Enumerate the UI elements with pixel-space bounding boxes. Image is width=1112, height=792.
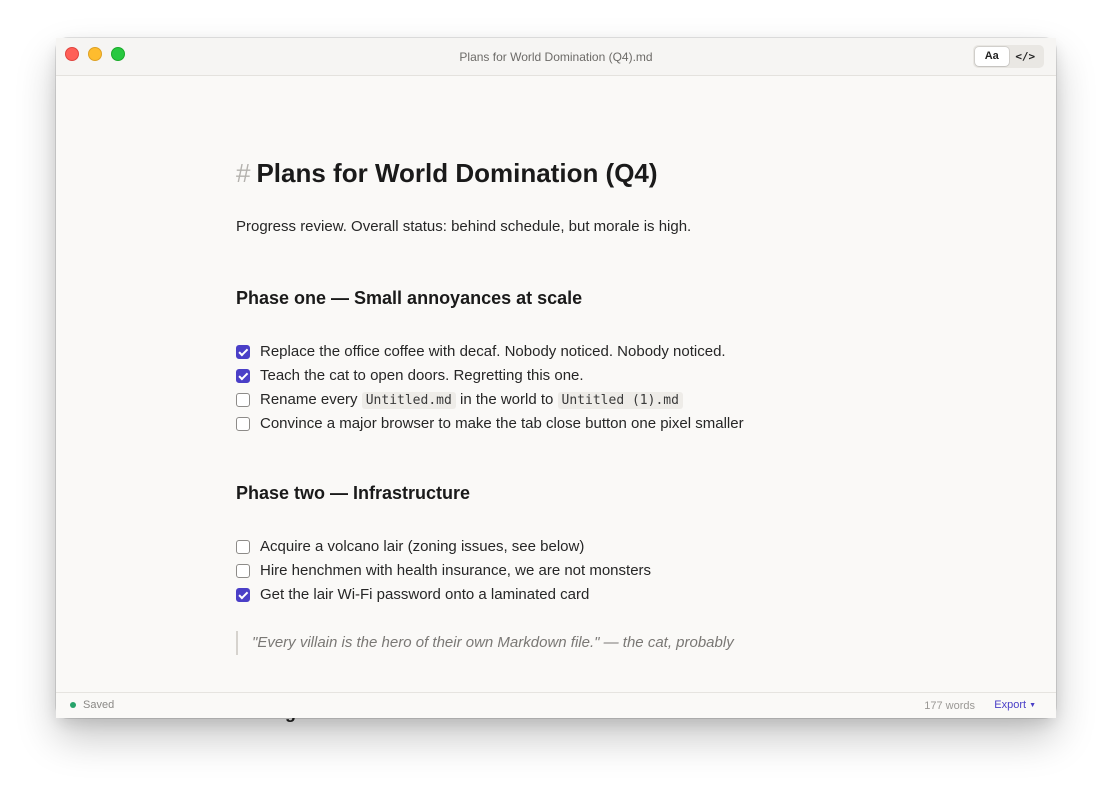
source-view-button[interactable]: </> — [1015, 50, 1036, 63]
phase-two-heading: Phase two — Infrastructure — [236, 483, 471, 503]
save-status — [70, 699, 114, 711]
task-text-segment: Get the lair Wi-Fi password onto a laminated card — [260, 585, 590, 603]
caret-down-icon: ▼ — [1029, 702, 1036, 709]
task-item — [236, 340, 726, 362]
task-text-segment: Acquire a volcano lair (zoning issues, see below) — [260, 537, 585, 555]
task-text — [260, 391, 683, 408]
document-title — [236, 158, 658, 188]
document-body[interactable] — [236, 76, 856, 692]
inline-code: Untitled.md — [362, 392, 456, 409]
formatted-view-button[interactable]: Aa — [975, 47, 1009, 66]
export-menu-button[interactable] — [994, 699, 1036, 711]
checked-checkbox[interactable] — [236, 345, 250, 359]
phase-one-heading: Phase one — Small annoyances at scale — [236, 288, 583, 308]
task-text — [260, 586, 589, 603]
export-label: Export — [994, 699, 1027, 711]
task-text — [260, 538, 584, 555]
task-item — [236, 388, 683, 410]
task-item — [236, 535, 584, 557]
checked-checkbox[interactable] — [236, 369, 250, 383]
task-item — [236, 412, 744, 434]
task-text — [260, 367, 584, 384]
checked-checkbox[interactable] — [236, 588, 250, 602]
blockquote: "Every villain is the hero of their own Markdown file." — the cat, probably — [236, 631, 734, 655]
task-item — [236, 559, 651, 581]
window-title: Plans for World Domination (Q4).md — [459, 50, 653, 64]
task-text — [260, 562, 651, 579]
task-item — [236, 583, 589, 605]
task-text-segment: in the world to — [455, 390, 558, 408]
task-text-segment: Teach the cat to open doors. Regretting this one. — [260, 366, 584, 384]
word-count: 177 words — [924, 700, 975, 712]
task-text-segment: Hire henchmen with health insurance, we are not monsters — [260, 561, 652, 579]
status-bar — [56, 692, 1056, 718]
inline-code: Untitled (1).md — [558, 392, 683, 409]
task-text-segment: Rename every — [260, 390, 362, 408]
task-text-segment: Replace the office coffee with decaf. Nobody noticed. Nobody noticed. — [260, 342, 726, 360]
unchecked-checkbox[interactable] — [236, 540, 250, 554]
unchecked-checkbox[interactable] — [236, 417, 250, 431]
task-item — [236, 364, 584, 386]
intro-paragraph: Progress review. Overall status: behind schedule, but morale is high. — [236, 218, 692, 235]
unchecked-checkbox[interactable] — [236, 564, 250, 578]
task-text — [260, 415, 744, 432]
editor-window — [56, 38, 1056, 718]
task-text-segment: Convince a major browser to make the tab close button one pixel smaller — [260, 414, 744, 432]
saved-dot-icon — [70, 702, 76, 708]
document-title-text: Plans for World Domination (Q4) — [256, 158, 658, 188]
unchecked-checkbox[interactable] — [236, 393, 250, 407]
view-mode-toggle — [973, 45, 1044, 68]
heading-marker: # — [236, 158, 251, 188]
title-bar — [56, 38, 1056, 76]
saved-label: Saved — [83, 699, 115, 711]
task-text — [260, 343, 726, 360]
